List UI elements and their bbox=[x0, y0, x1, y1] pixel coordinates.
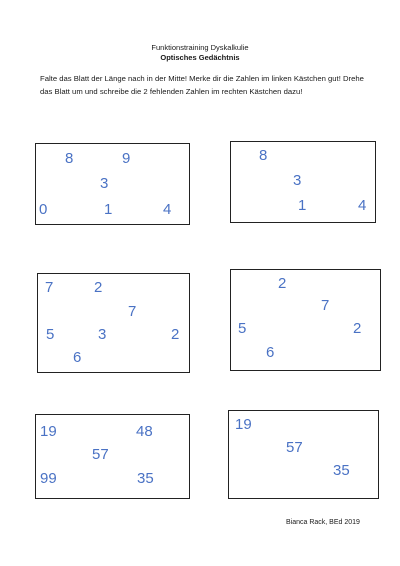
number: 57 bbox=[286, 439, 303, 456]
exercise-2-right-box bbox=[230, 269, 381, 371]
number: 8 bbox=[259, 147, 268, 164]
number: 19 bbox=[40, 423, 57, 440]
number: 2 bbox=[94, 279, 103, 296]
number: 6 bbox=[73, 349, 82, 366]
number: 0 bbox=[39, 201, 48, 218]
number: 1 bbox=[104, 201, 113, 218]
exercise-3-right-box bbox=[228, 410, 379, 499]
number: 57 bbox=[92, 446, 109, 463]
number: 5 bbox=[46, 326, 55, 343]
worksheet-subtitle: Funktionstraining Dyskalkulie bbox=[151, 43, 249, 52]
number: 2 bbox=[353, 320, 362, 337]
number: 4 bbox=[163, 201, 172, 218]
number: 6 bbox=[266, 344, 275, 361]
number: 4 bbox=[358, 197, 367, 214]
author-footer: Bianca Rack, BEd 2019 bbox=[286, 519, 360, 526]
number: 8 bbox=[65, 150, 74, 167]
exercise-3-left-box bbox=[35, 414, 190, 499]
number: 48 bbox=[136, 423, 153, 440]
number: 3 bbox=[98, 326, 107, 343]
number: 7 bbox=[321, 297, 330, 314]
exercise-1-left-box bbox=[35, 143, 190, 225]
number: 7 bbox=[128, 303, 137, 320]
number: 99 bbox=[40, 470, 57, 487]
exercise-2-left-box bbox=[37, 273, 190, 373]
number: 3 bbox=[293, 172, 302, 189]
number: 2 bbox=[171, 326, 180, 343]
instruction-text: Falte das Blatt der Länge nach in der Mitte! Merke dir die Zahlen im linken Kästchen gut! Drehe das Blatt um und schreibe die 2 fehlenden Zahlen im rechten Kästchen dazu! bbox=[40, 74, 364, 96]
number: 7 bbox=[45, 279, 54, 296]
number: 2 bbox=[278, 275, 287, 292]
number: 3 bbox=[100, 175, 109, 192]
worksheet-title: Optisches Gedächtnis bbox=[160, 53, 240, 62]
number: 5 bbox=[238, 320, 247, 337]
number: 1 bbox=[298, 197, 307, 214]
number: 35 bbox=[137, 470, 154, 487]
number: 35 bbox=[333, 462, 350, 479]
number: 19 bbox=[235, 416, 252, 433]
number: 9 bbox=[122, 150, 131, 167]
exercise-1-right-box bbox=[230, 141, 376, 223]
